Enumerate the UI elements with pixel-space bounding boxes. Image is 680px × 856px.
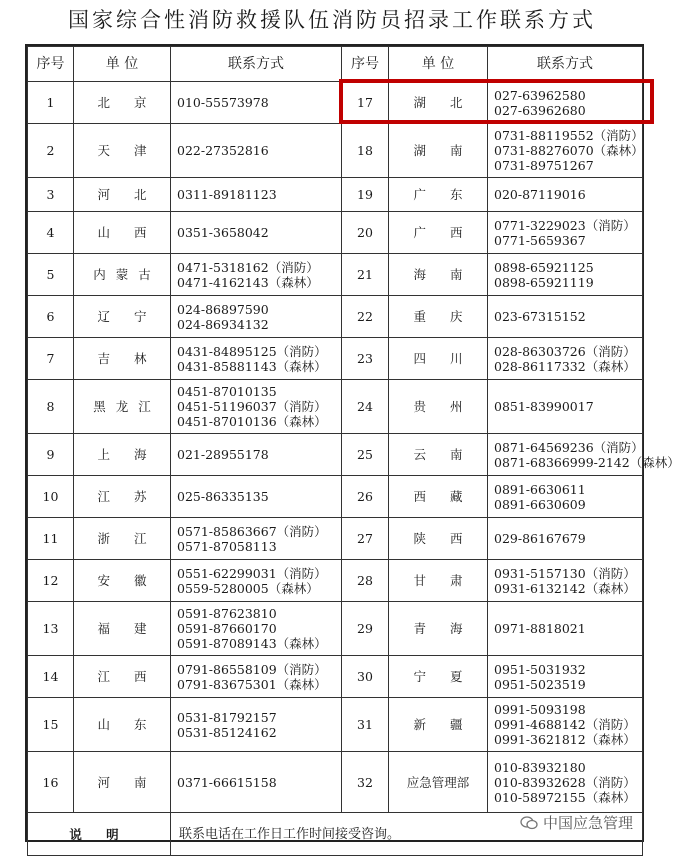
phone-number: 0551-62299031（消防）: [177, 565, 327, 581]
unit-name: 天 津: [74, 124, 171, 178]
contact-cell: [171, 560, 342, 602]
row-number: 24: [342, 380, 389, 434]
unit-name: 宁 夏: [389, 656, 488, 698]
phone-number: 0471-5318162（消防）: [177, 259, 319, 275]
unit-name: 黑龙江: [74, 380, 171, 434]
phone-number: 0891-6630611: [494, 481, 586, 497]
row-number: 20: [342, 212, 389, 254]
row-number: 29: [342, 602, 389, 656]
unit-name: 海 南: [389, 254, 488, 296]
phone-number: 0791-86558109（消防）: [177, 661, 327, 677]
unit-name: 江 西: [74, 656, 171, 698]
row-number: 7: [28, 338, 74, 380]
row-number: 8: [28, 380, 74, 434]
unit-name: 江 苏: [74, 476, 171, 518]
contact-cell: [171, 434, 342, 476]
unit-name: 河 南: [74, 752, 171, 813]
contact-table-frame: [25, 44, 680, 842]
phone-number: 0771-3229023（消防）: [494, 217, 636, 233]
phone-number: 023-67315152: [494, 309, 586, 324]
phone-number: 0451-87010135: [177, 384, 277, 399]
contact-cell: [171, 338, 342, 380]
table-row: [28, 380, 643, 434]
header-contact: 联系方式: [171, 47, 342, 82]
phone-number: 0471-4162143（森林）: [177, 274, 319, 290]
row-number: 18: [342, 124, 389, 178]
phone-number: 0931-6132142（森林）: [494, 580, 636, 596]
row-number: 30: [342, 656, 389, 698]
unit-name: 内蒙古: [74, 254, 171, 296]
row-number: 23: [342, 338, 389, 380]
phone-number: 0871-64569236（消防）: [494, 439, 644, 455]
contact-cell: [488, 296, 643, 338]
phone-number: 0571-87058113: [177, 538, 277, 554]
phone-number: 010-55573978: [177, 95, 269, 110]
contact-cell: [171, 476, 342, 518]
phone-number: 024-86897590: [177, 301, 269, 317]
phone-number: 0731-89751267: [494, 158, 594, 173]
unit-name: 湖 南: [389, 124, 488, 178]
contact-cell: [488, 560, 643, 602]
watermark: [520, 812, 633, 833]
phone-number: 010-58972155（森林）: [494, 789, 636, 805]
table-row: [28, 656, 643, 698]
table-row: [28, 752, 643, 813]
phone-number: 0591-87623810: [177, 606, 277, 621]
contact-cell: [171, 124, 342, 178]
phone-number: 0991-5093198: [494, 702, 586, 717]
contact-table: [27, 46, 680, 856]
unit-name: 山 西: [74, 212, 171, 254]
table-row: [28, 518, 643, 560]
phone-number: 025-86335135: [177, 489, 269, 504]
table-row: [28, 560, 643, 602]
table-row: [28, 434, 643, 476]
footer-note: 联系电话在工作日工作时间接受咨询。: [171, 813, 643, 856]
table-row: [28, 602, 643, 656]
phone-number: 0991-3621812（森林）: [494, 732, 636, 747]
row-number: 21: [342, 254, 389, 296]
contact-cell: [171, 82, 342, 124]
table-row: [28, 212, 643, 254]
header-no: 序号: [28, 47, 74, 82]
header-contact: 联系方式: [488, 47, 643, 82]
unit-name: 陕 西: [389, 518, 488, 560]
phone-number: 0431-84895125（消防）: [177, 343, 327, 359]
table-row: [28, 82, 643, 124]
header-unit: 单 位: [389, 47, 488, 82]
row-number: 27: [342, 518, 389, 560]
row-number: 26: [342, 476, 389, 518]
unit-name: 浙 江: [74, 518, 171, 560]
row-number: 11: [28, 518, 74, 560]
phone-number: 0559-5280005（森林）: [177, 580, 319, 596]
row-number: 19: [342, 178, 389, 212]
contact-cell: [488, 178, 643, 212]
contact-cell: [171, 656, 342, 698]
row-number: 1: [28, 82, 74, 124]
contact-cell: [171, 254, 342, 296]
table-header-row: [28, 47, 643, 82]
unit-name: 安 徽: [74, 560, 171, 602]
phone-number: 0591-87660170: [177, 621, 277, 636]
phone-number: 0931-5157130（消防）: [494, 565, 636, 581]
table-row: [28, 124, 643, 178]
unit-name: 北 京: [74, 82, 171, 124]
row-number: 10: [28, 476, 74, 518]
contact-cell: [488, 380, 643, 434]
row-number: 2: [28, 124, 74, 178]
row-number: 14: [28, 656, 74, 698]
phone-number: 010-83932628（消防）: [494, 774, 636, 790]
row-number: 31: [342, 698, 389, 752]
phone-number: 0871-68366999-2142（森林）: [494, 454, 680, 470]
contact-cell: [171, 380, 342, 434]
contact-cell: [488, 338, 643, 380]
phone-number: 0311-89181123: [177, 187, 277, 202]
phone-number: 0571-85863667（消防）: [177, 523, 327, 539]
contact-cell: [488, 476, 643, 518]
header-unit: 单 位: [74, 47, 171, 82]
row-number: 17: [342, 82, 389, 124]
footer-label: 说 明: [28, 813, 171, 856]
row-number: 28: [342, 560, 389, 602]
header-no: 序号: [342, 47, 389, 82]
contact-cell: [488, 518, 643, 560]
phone-number: 0351-3658042: [177, 225, 269, 240]
phone-number: 0531-81792157: [177, 709, 277, 725]
table-row: [28, 254, 643, 296]
unit-name: 河 北: [74, 178, 171, 212]
phone-number: 0371-66615158: [177, 774, 277, 790]
table-row: [28, 338, 643, 380]
phone-number: 0971-8818021: [494, 621, 586, 636]
phone-number: 0791-83675301（森林）: [177, 676, 327, 692]
phone-number: 0891-6630609: [494, 496, 586, 512]
unit-name: 青 海: [389, 602, 488, 656]
phone-number: 0431-85881143（森林）: [177, 358, 327, 374]
phone-number: 0898-65921125: [494, 259, 594, 275]
table-row: [28, 476, 643, 518]
row-number: 32: [342, 752, 389, 813]
contact-cell: [171, 518, 342, 560]
unit-name: 重 庆: [389, 296, 488, 338]
contact-cell: [488, 752, 643, 813]
unit-name: 四 川: [389, 338, 488, 380]
contact-cell: [488, 124, 643, 178]
unit-name: 湖 北: [389, 82, 488, 124]
row-number: 9: [28, 434, 74, 476]
phone-number: 020-87119016: [494, 187, 586, 202]
row-number: 5: [28, 254, 74, 296]
phone-number: 0898-65921119: [494, 274, 594, 290]
row-number: 6: [28, 296, 74, 338]
wechat-icon: [520, 816, 538, 830]
phone-number: 0991-4688142（消防）: [494, 717, 636, 732]
phone-number: 024-86934132: [177, 316, 269, 332]
phone-number: 0851-83990017: [494, 399, 594, 414]
row-number: 12: [28, 560, 74, 602]
phone-number: 022-27352816: [177, 143, 269, 158]
phone-number: 0951-5023519: [494, 676, 586, 692]
row-number: 25: [342, 434, 389, 476]
unit-name: 福 建: [74, 602, 171, 656]
unit-name: 贵 州: [389, 380, 488, 434]
phone-number: 029-86167679: [494, 531, 586, 546]
unit-name: 辽 宁: [74, 296, 171, 338]
phone-number: 027-63962580: [494, 87, 586, 103]
contact-cell: [171, 698, 342, 752]
contact-cell: [488, 656, 643, 698]
phone-number: 0771-5659367: [494, 232, 586, 248]
table-row: [28, 698, 643, 752]
unit-name: 山 东: [74, 698, 171, 752]
contact-cell: [488, 254, 643, 296]
phone-number: 0951-5031932: [494, 661, 586, 677]
row-number: 22: [342, 296, 389, 338]
unit-name: 上 海: [74, 434, 171, 476]
unit-name: 应急管理部: [389, 752, 488, 813]
row-number: 3: [28, 178, 74, 212]
contact-cell: [171, 752, 342, 813]
unit-name: 广 西: [389, 212, 488, 254]
unit-name: 新 疆: [389, 698, 488, 752]
contact-cell: [488, 82, 643, 124]
phone-number: 0731-88119552（消防）: [494, 128, 644, 143]
phone-number: 010-83932180: [494, 759, 586, 775]
contact-cell: [488, 602, 643, 656]
contact-cell: [171, 296, 342, 338]
page-title: 国家综合性消防救援队伍消防员招录工作联系方式: [68, 8, 596, 32]
phone-number: 0451-51196037（消防）: [177, 399, 327, 414]
contact-cell: [488, 212, 643, 254]
phone-number: 0531-85124162: [177, 724, 277, 740]
unit-name: 吉 林: [74, 338, 171, 380]
table-row: [28, 178, 643, 212]
contact-cell: [171, 212, 342, 254]
row-number: 16: [28, 752, 74, 813]
phone-number: 021-28955178: [177, 447, 269, 462]
phone-number: 0591-87089143（森林）: [177, 636, 327, 651]
phone-number: 028-86117332（森林）: [494, 358, 636, 374]
table-row: [28, 296, 643, 338]
watermark-text: 中国应急管理: [543, 814, 634, 832]
unit-name: 广 东: [389, 178, 488, 212]
phone-number: 027-63962680: [494, 102, 586, 118]
unit-name: 西 藏: [389, 476, 488, 518]
unit-name: 甘 肃: [389, 560, 488, 602]
phone-number: 0731-88276070（森林）: [494, 143, 644, 158]
contact-cell: [171, 178, 342, 212]
contact-cell: [488, 698, 643, 752]
phone-number: 0451-87010136（森林）: [177, 414, 327, 429]
row-number: 13: [28, 602, 74, 656]
row-number: 4: [28, 212, 74, 254]
contact-cell: [171, 602, 342, 656]
row-number: 15: [28, 698, 74, 752]
unit-name: 云 南: [389, 434, 488, 476]
phone-number: 028-86303726（消防）: [494, 343, 636, 359]
contact-cell: [488, 434, 680, 476]
